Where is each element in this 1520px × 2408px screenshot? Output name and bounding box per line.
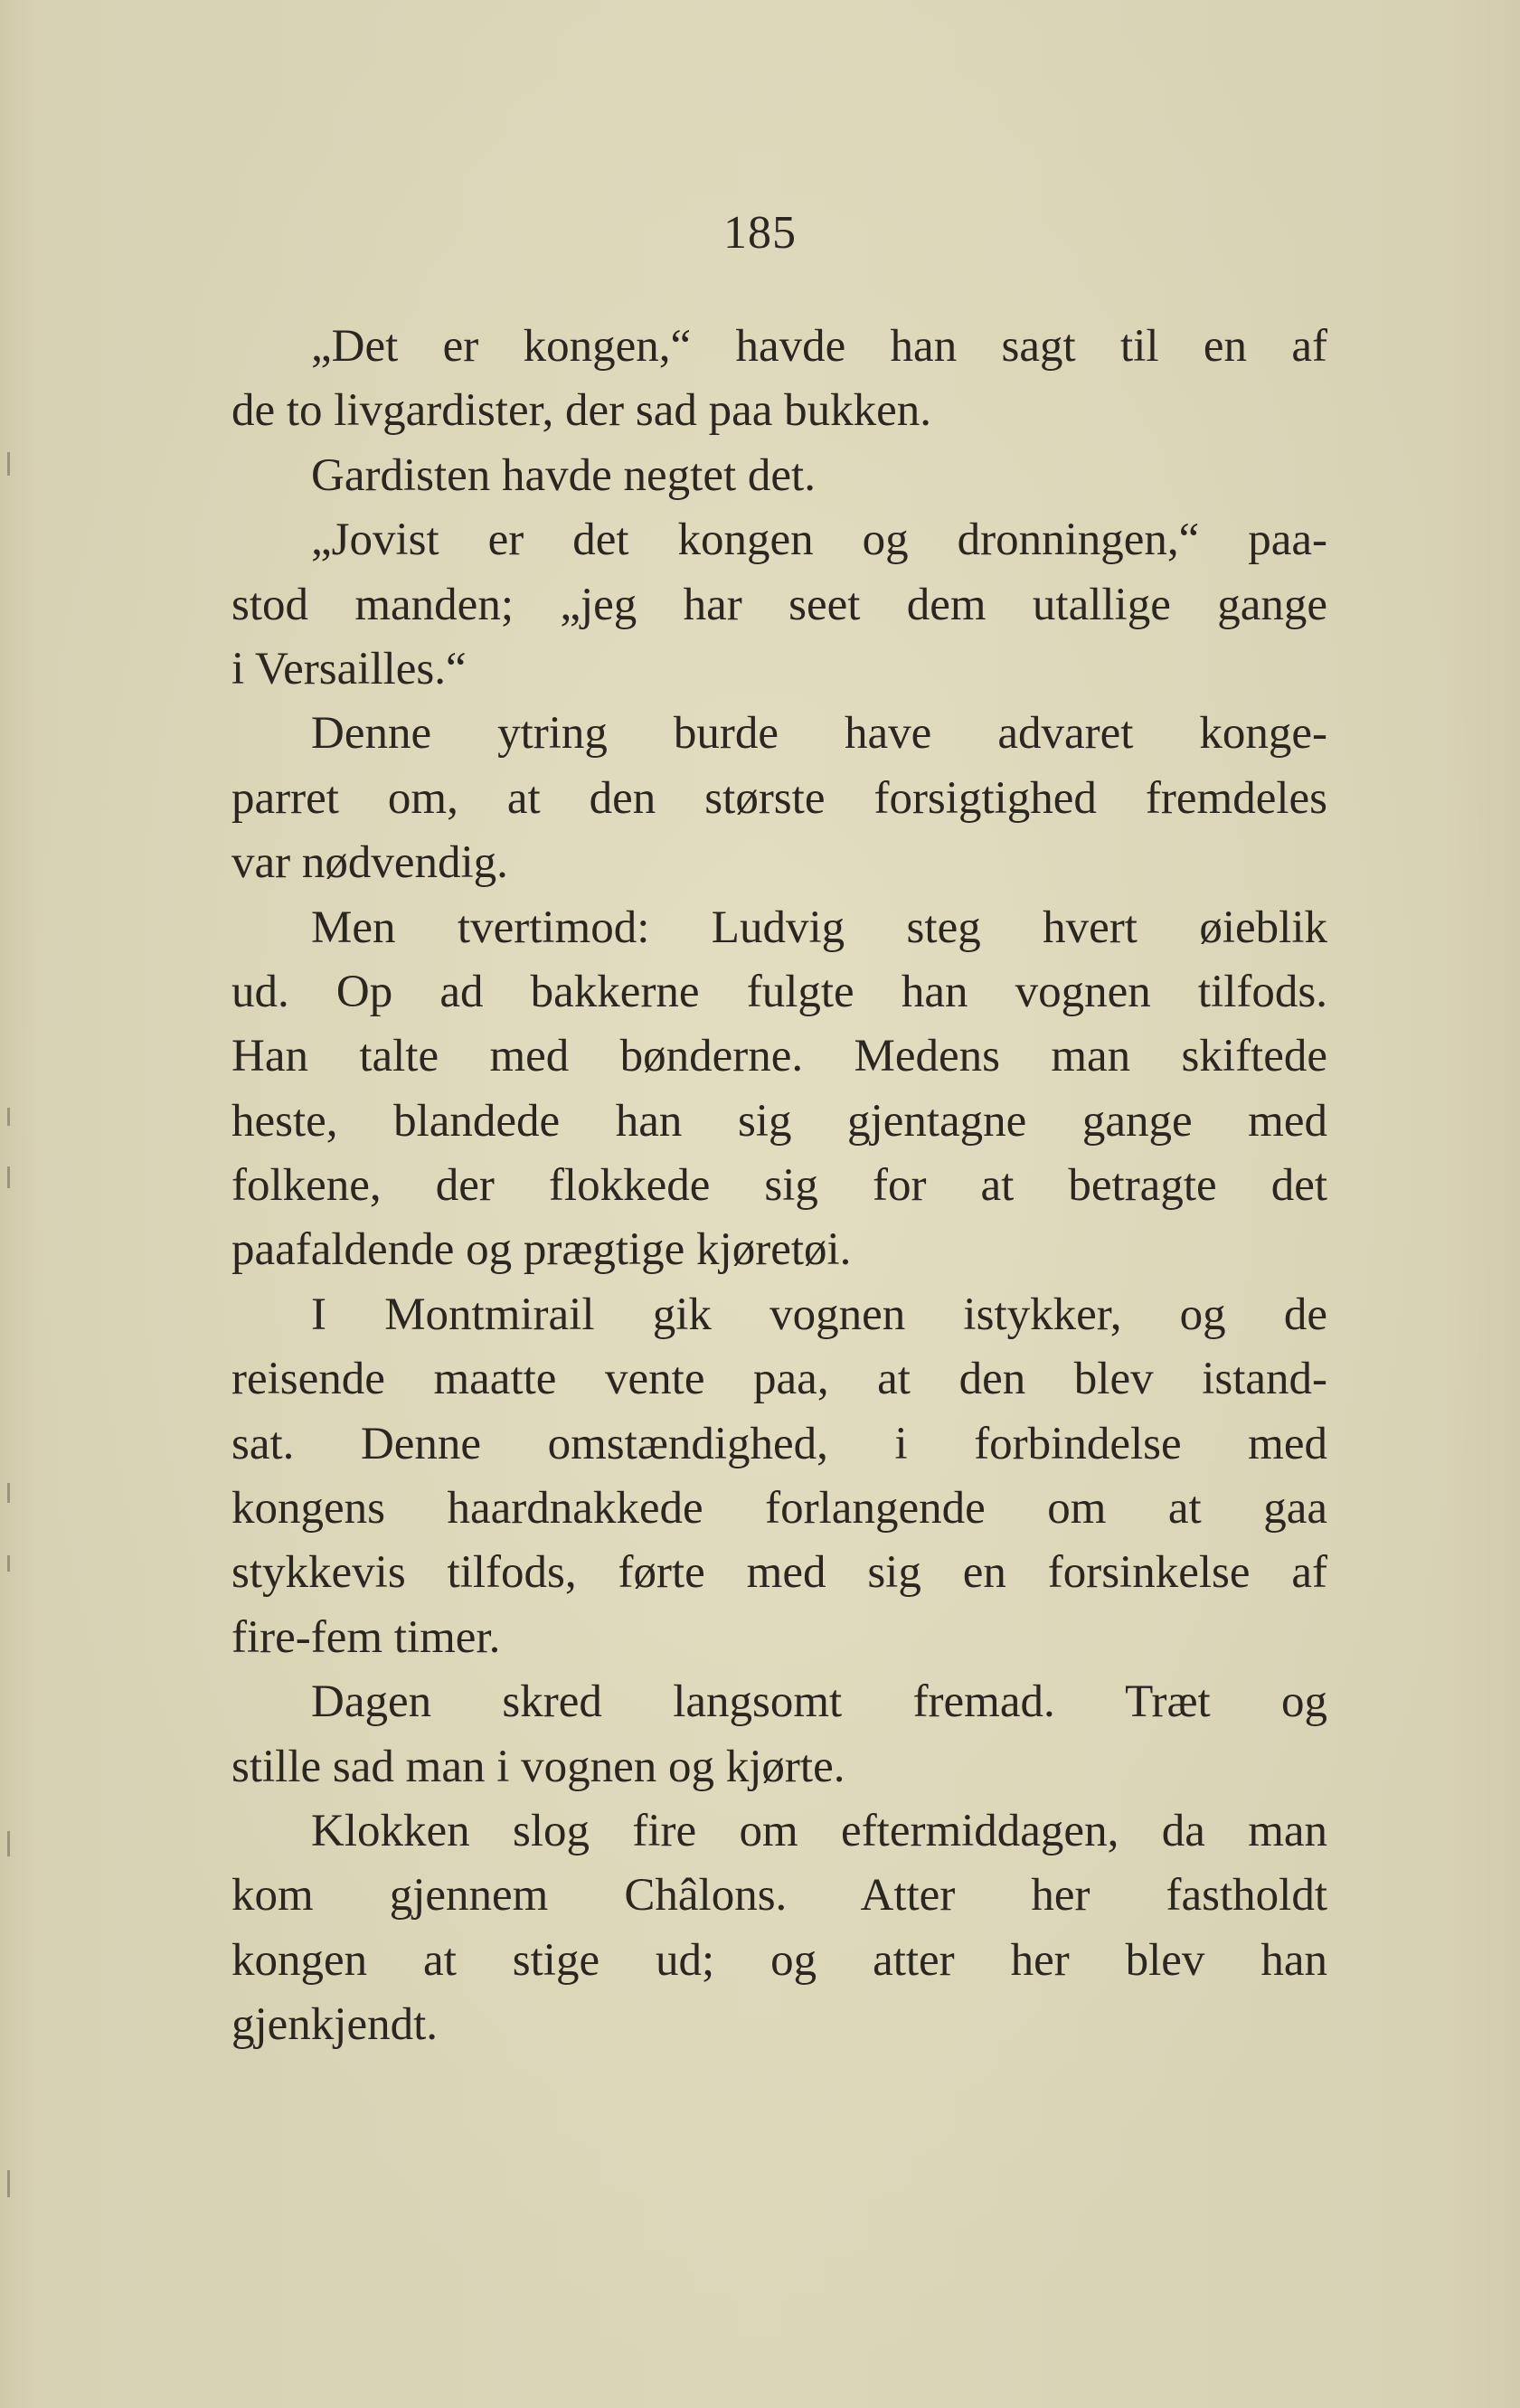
gutter-mark bbox=[7, 1166, 10, 1188]
text-line: Dagen skred langsomt fremad. Træt og bbox=[311, 1676, 1327, 1728]
gutter-mark bbox=[7, 1555, 10, 1572]
text-line: heste, blandede han sig gjentagne gange med bbox=[231, 1095, 1327, 1147]
gutter-mark bbox=[7, 1831, 10, 1856]
text-line: „Det er kongen,“ havde han sagt til en af bbox=[311, 321, 1327, 372]
gutter-mark bbox=[7, 1483, 10, 1503]
text-line: Gardisten havde negtet det. bbox=[311, 449, 816, 501]
text-line: de to livgardister, der sad paa bukken. bbox=[231, 385, 932, 437]
text-line: ud. Op ad bakkerne fulgte han vognen tilfods. bbox=[231, 966, 1327, 1017]
gutter-mark bbox=[7, 2170, 10, 2197]
text-line: I Montmirail gik vognen istykker, og de bbox=[311, 1289, 1327, 1340]
text-line: Klokken slog fire om eftermiddagen, da man bbox=[311, 1805, 1327, 1856]
text-line: „Jovist er det kongen og dronningen,“ paa- bbox=[311, 515, 1327, 566]
text-line: reisende maatte vente paa, at den blev istand- bbox=[231, 1354, 1327, 1405]
text-line: sat. Denne omstændighed, i forbindelse med bbox=[231, 1418, 1327, 1469]
text-line: i Versailles.“ bbox=[231, 643, 467, 694]
text-line: stykkevis tilfods, førte med sig en forsinkelse af bbox=[231, 1547, 1327, 1599]
text-line: stille sad man i vognen og kjørte. bbox=[231, 1741, 845, 1792]
text-line: fire-fem timer. bbox=[231, 1611, 501, 1663]
text-line: var nødvendig. bbox=[231, 837, 508, 889]
gutter-mark bbox=[7, 452, 10, 476]
gutter-mark bbox=[7, 1108, 10, 1126]
text-line: kom gjennem Châlons. Atter her fastholdt bbox=[231, 1870, 1327, 1922]
text-line: Denne ytring burde have advaret konge- bbox=[311, 708, 1327, 760]
text-line: Han talte med bønderne. Medens man skiftede bbox=[231, 1031, 1327, 1082]
text-line: gjenkjendt. bbox=[231, 1999, 439, 2051]
text-line: parret om, at den største forsigtighed fremdeles bbox=[231, 772, 1327, 824]
body-text bbox=[231, 315, 1327, 2058]
text-line: Men tvertimod: Ludvig steg hvert øieblik bbox=[311, 902, 1327, 953]
text-line: kongens haardnakkede forlangende om at gaa bbox=[231, 1483, 1327, 1535]
text-line: paafaldende og prægtige kjøretøi. bbox=[231, 1224, 852, 1276]
text-line: folkene, der flokkede sig for at betragte det bbox=[231, 1160, 1327, 1212]
page-number: 185 bbox=[723, 207, 797, 259]
text-line: stod manden; „jeg har seet dem utallige gange bbox=[231, 579, 1327, 630]
text-line: kongen at stige ud; og atter her blev han bbox=[231, 1934, 1327, 1986]
